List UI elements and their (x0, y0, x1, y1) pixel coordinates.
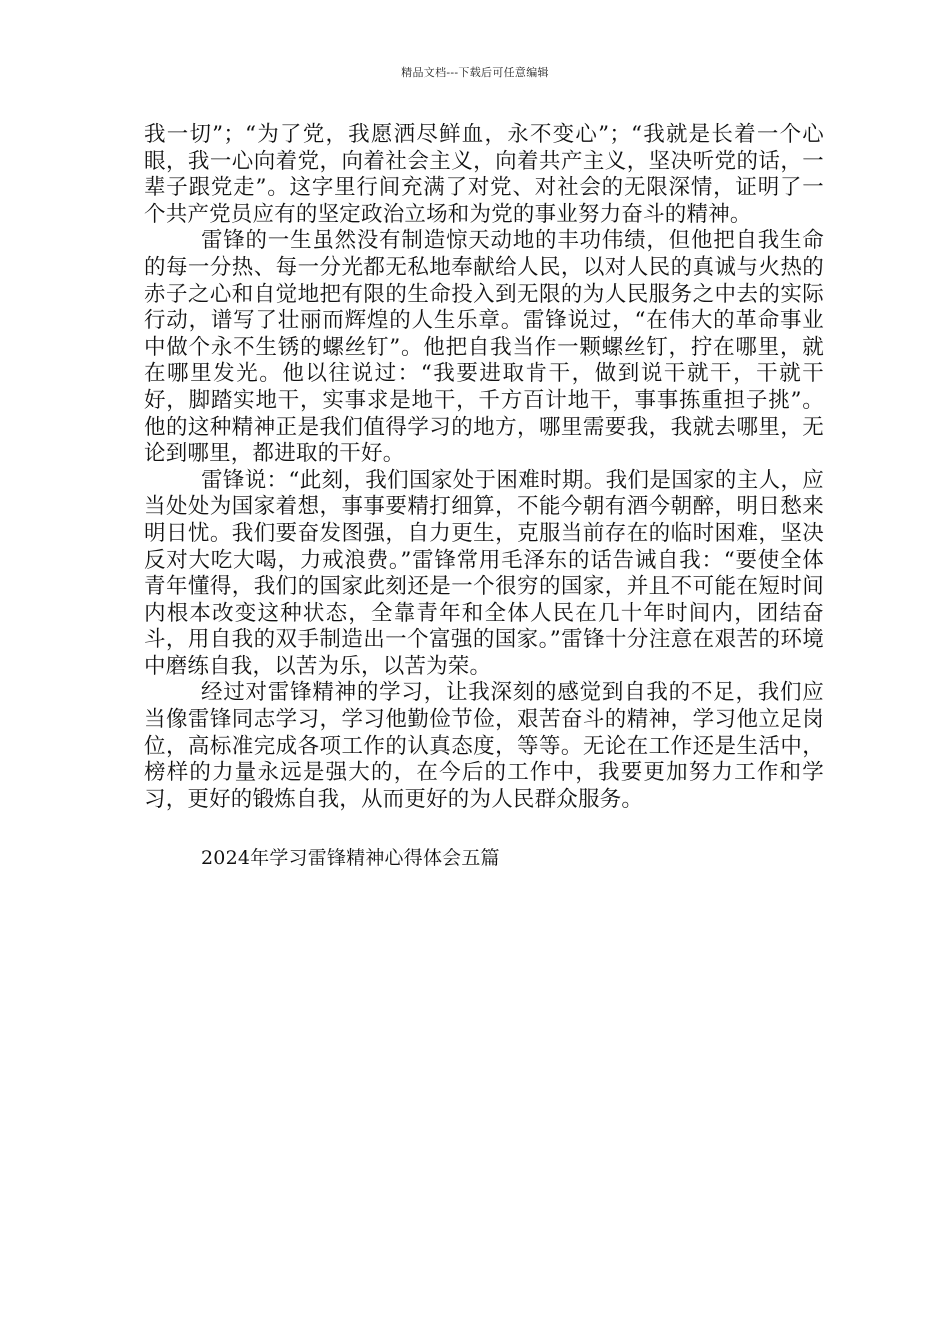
paragraph-4: 经过对雷锋精神的学习，让我深刻的感觉到自我的不足，我们应当像雷锋同志学习，学习他勤俭节俭，艰苦奋斗的精神，学习他立足岗位，高标准完成各项工作的认真态度，等等。无论在工作还是生活中，榜样的力量永远是强大的，在今后的工作中，我要更加努力工作和学习，更好的锻炼自我，从而更好的为人民群众服务。 (144, 680, 824, 812)
paragraph-3: 雷锋说：“此刻，我们国家处于困难时期。我们是国家的主人，应当处处为国家着想，事事要精打细算，不能今朝有酒今朝醉，明日愁来明日忧。我们要奋发图强，自力更生，克服当前存在的临时困难，坚决反对大吃大喝，力戒浪费。”雷锋常用毛泽东的话告诫自我：“要使全体青年懂得，我们的国家此刻还是一个很穷的国家，并且不可能在短时间内根本改变这种状态，全靠青年和全体人民在几十年时间内，团结奋斗，用自我的双手制造出一个富强的国家。”雷锋十分注意在艰苦的环境中磨练自我，以苦为乐，以苦为荣。 (144, 467, 824, 679)
closing-title: 2024年学习雷锋精神心得体会五篇 (201, 847, 500, 869)
page-header: 精品文档---下载后可任意编辑 (401, 66, 549, 79)
paragraph-2: 雷锋的一生虽然没有制造惊天动地的丰功伟绩，但他把自我生命的每一分热、每一分光都无私地奉献给人民，以对人民的真诚与火热的赤子之心和自觉地把有限的生命投入到无限的为人民服务之中去的实际行动，谱写了壮丽而辉煌的人生乐章。雷锋说过，“在伟大的革命事业中做个永不生锈的螺丝钉”。他把自我当作一颗螺丝钉，拧在哪里，就在哪里发光。他以往说过：“我要进取肯干，做到说干就干，干就干好，脚踏实地干，实事求是地干，千方百计地干，事事拣重担子挑”。他的这种精神正是我们值得学习的地方，哪里需要我，我就去哪里，无论到哪里，都进取的干好。 (144, 228, 824, 467)
document-body (144, 122, 824, 813)
paragraph-1: 我一切”；“为了党，我愿洒尽鲜血，永不变心”；“我就是长着一个心眼，我一心向着党，向着社会主义，向着共产主义，坚决听党的话，一辈子跟党走”。这字里行间充满了对党、对社会的无限深情，证明了一个共产党员应有的坚定政治立场和为党的事业努力奋斗的精神。 (144, 122, 824, 227)
